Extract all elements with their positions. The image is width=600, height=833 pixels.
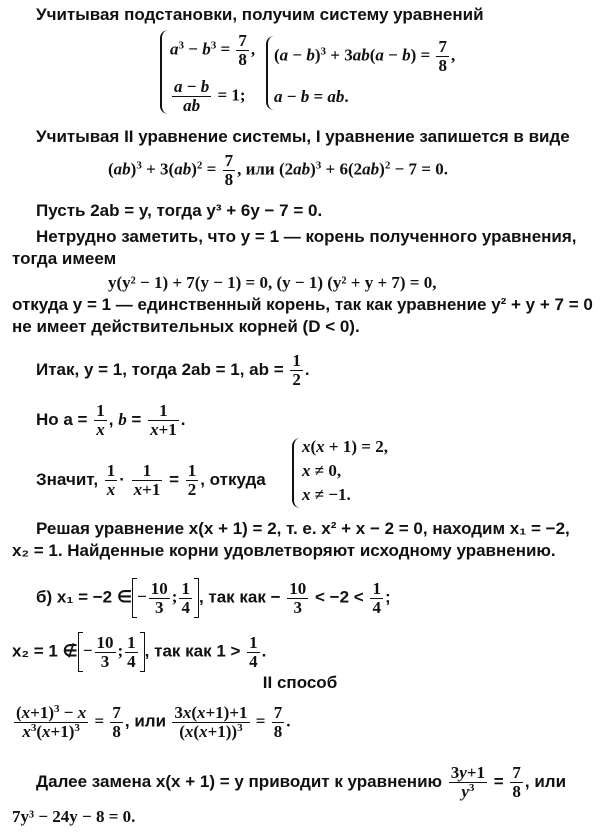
text-line-1: Учитывая подстановки, получим систему уравнений <box>36 5 484 24</box>
equation-line-18: $\frac{(x+1)^3 - x}{x^3(x+1)^3}$ = $\frac{7}{8}$ , или $\frac{3x(x+1)+1}{(x(x+1))^3}$ = $\frac{7}{8}$ . <box>16 703 291 741</box>
equation-line-20: 7y³ − 24y − 8 = 0. <box>12 807 136 826</box>
text-line-13: Решая уравнение x(x + 1) = 2, т. е. x² + x − 2 = 0, находим x₁ = −2, <box>36 519 570 538</box>
text-line-11: Но a = $\frac{1}{x}$ , b = $\frac{1}{x+1}$ . <box>36 401 186 439</box>
text-line-10: Итак, y = 1, тогда 2ab = 1, ab = $\frac{1}{2}$ . <box>36 351 310 389</box>
text-line-12: Значит, $\frac{1}{x}$ · $\frac{1}{x+1}$ = $\frac{1}{2}$ , откуда <box>36 461 266 499</box>
text-line-2: Учитывая II уравнение системы, I уравнение запишется в виде <box>36 127 570 146</box>
text-line-15: б) x₁ = −2 ∈ − $\frac{10}{3}$ ; $\frac{1}{4}$ , так как − $\frac{10}{3}$ < −2 < $\frac{1}{4}$ ; <box>36 578 391 618</box>
text-line-8: откуда y = 1 — единственный корень, так как уравнение y² + y + 7 = 0 <box>12 295 593 314</box>
text-line-9: не имеет действительных корней (D < 0). <box>12 317 360 336</box>
text-line-14: x₂ = 1. Найденные корни удовлетворяют исходному уравнению. <box>12 541 556 560</box>
text-line-6: тогда имеем <box>12 249 117 268</box>
equation-line-3: (ab)$^3$ + 3(ab)$^2$ = $\frac{7}{8}$ , или $(2ab)^3 + 6(2ab)^2 - 7 = 0$. <box>108 151 448 189</box>
equation-line-7: y(y² − 1) + 7(y − 1) = 0, (y − 1) (y² + y + 7) = 0, <box>108 273 437 292</box>
text-line-16: x₂ = 1 ∉ − $\frac{10}{3}$ ; $\frac{1}{4}$ , так как 1 > $\frac{1}{4}$ . <box>12 632 267 672</box>
text-line-5: Нетрудно заметить, что y = 1 — корень полученного уравнения, <box>36 227 577 246</box>
text-line-4: Пусть 2ab = y, тогда y³ + 6y − 7 = 0. <box>36 201 323 220</box>
text-line-19: Далее замена x(x + 1) = y приводит к уравнению $\frac{3y+1}{y^3}$ = $\frac{7}{8}$ , или <box>36 763 567 801</box>
section-heading: II способ <box>262 673 338 692</box>
